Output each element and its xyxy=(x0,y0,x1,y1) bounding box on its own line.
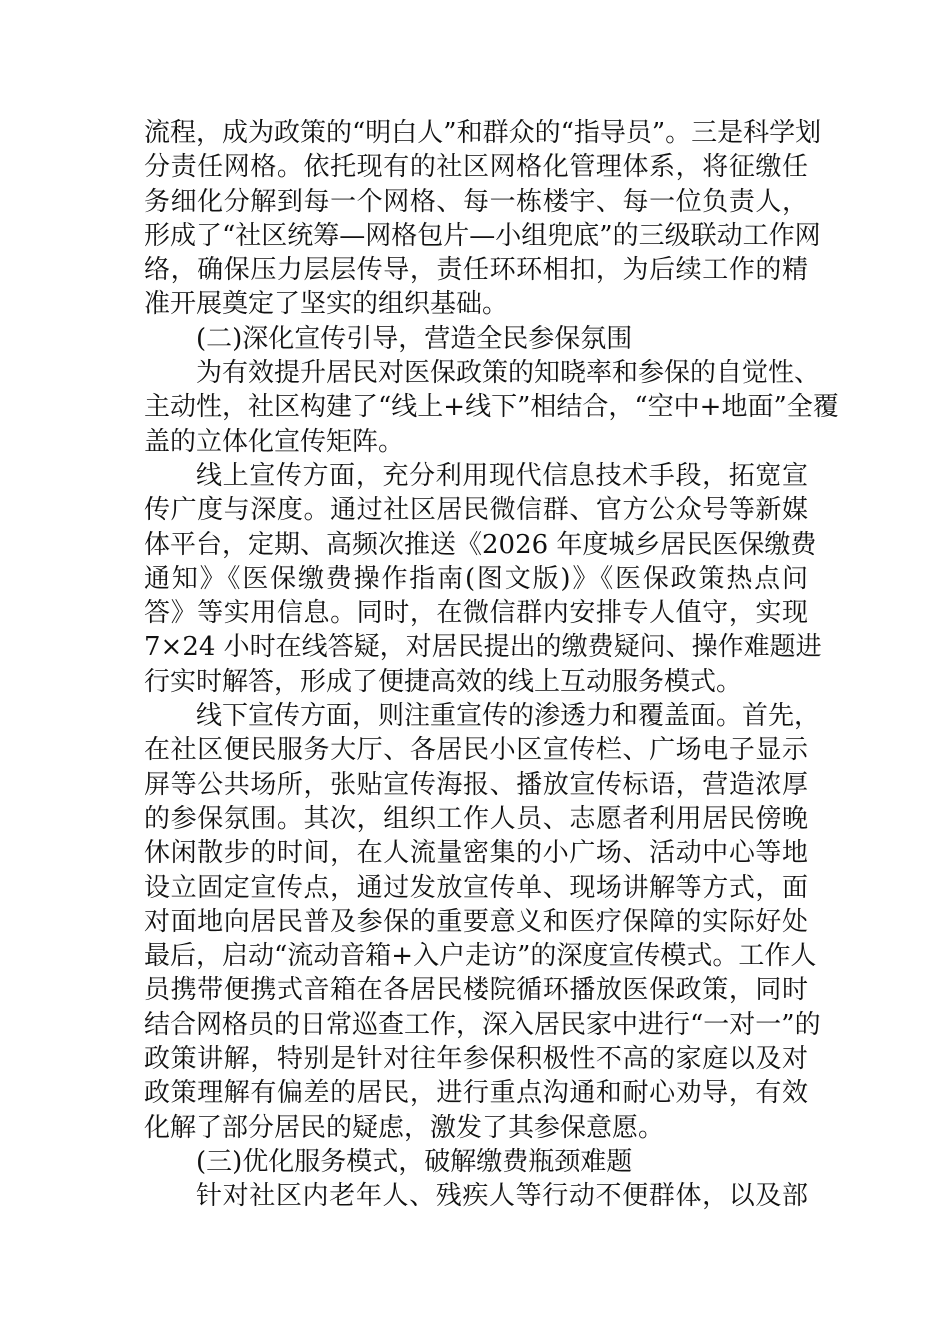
text-line: 分责任网格。依托现有的社区网格化管理体系，将征缴任 xyxy=(144,152,808,183)
text-line: 形成了“社区统筹—网格包片—小组兜底”的三级联动工作网 xyxy=(144,220,821,251)
text-line: 流程，成为政策的“明白人”和群众的“指导员”。三是科学划 xyxy=(144,118,822,148)
text-line: 7×24 小时在线答疑，对居民提出的缴费疑问、操作难题进 xyxy=(144,632,822,663)
text-line: (三)优化服务模式，破解缴费瓶颈难题 xyxy=(196,1146,633,1177)
text-line: 政策讲解，特别是针对往年参保积极性不高的家庭以及对 xyxy=(144,1044,808,1075)
text-line: (二)深化宣传引导，营造全民参保氛围 xyxy=(196,323,633,354)
text-line: 主动性，社区构建了“线上+线下”相结合，“空中+地面”全覆 xyxy=(144,392,839,423)
text-line: 行实时解答，形成了便捷高效的线上互动服务模式。 xyxy=(144,666,743,697)
text-line: 体平台，定期、高频次推送《2026 年度城乡居民医保缴费 xyxy=(144,529,817,560)
text-line: 的参保氛围。其次，组织工作人员、志愿者利用居民傍晚 xyxy=(144,803,808,834)
text-line: 线下宣传方面，则注重宣传的渗透力和覆盖面。首先， xyxy=(196,701,821,732)
body-text xyxy=(144,116,839,1214)
text-line: 传广度与深度。通过社区居民微信群、官方公众号等新媒 xyxy=(144,495,808,526)
text-line: 休闲散步的时间，在人流量密集的小广场、活动中心等地 xyxy=(144,838,808,869)
text-line: 最后，启动“流动音箱+入户走访”的深度宣传模式。工作人 xyxy=(144,941,817,972)
text-line: 设立固定宣传点，通过发放宣传单、现场讲解等方式，面 xyxy=(144,872,808,903)
text-line: 通知》《医保缴费操作指南(图文版)》《医保政策热点问 xyxy=(144,563,808,594)
text-line: 政策理解有偏差的居民，进行重点沟通和耐心劝导，有效 xyxy=(144,1078,808,1109)
text-line: 络，确保压力层层传导，责任环环相扣，为后续工作的精 xyxy=(144,255,808,286)
text-line: 员携带便携式音箱在各居民楼院循环播放医保政策，同时 xyxy=(144,975,808,1006)
text-line: 对面地向居民普及参保的重要意义和医疗保障的实际好处 xyxy=(144,906,808,937)
text-line: 化解了部分居民的疑虑，激发了其参保意愿。 xyxy=(144,1112,665,1143)
text-line: 线上宣传方面，充分利用现代信息技术手段，拓宽宣 xyxy=(196,460,808,491)
text-line: 务细化分解到每一个网格、每一栋楼宇、每一位负责人， xyxy=(144,186,808,217)
text-line: 结合网格员的日常巡查工作，深入居民家中进行“一对一”的 xyxy=(144,1009,821,1040)
text-line: 屏等公共场所，张贴宣传海报、播放宣传标语，营造浓厚 xyxy=(144,769,808,800)
text-line: 为有效提升居民对医保政策的知晓率和参保的自觉性、 xyxy=(196,358,821,389)
text-line: 针对社区内老年人、残疾人等行动不便群体，以及部 xyxy=(196,1181,808,1212)
text-line: 答》等实用信息。同时，在微信群内安排专人值守，实现 xyxy=(144,598,808,629)
text-line: 在社区便民服务大厅、各居民小区宣传栏、广场电子显示 xyxy=(144,735,808,766)
text-line: 盖的立体化宣传矩阵。 xyxy=(144,426,405,457)
text-line: 准开展奠定了坚实的组织基础。 xyxy=(144,289,509,320)
